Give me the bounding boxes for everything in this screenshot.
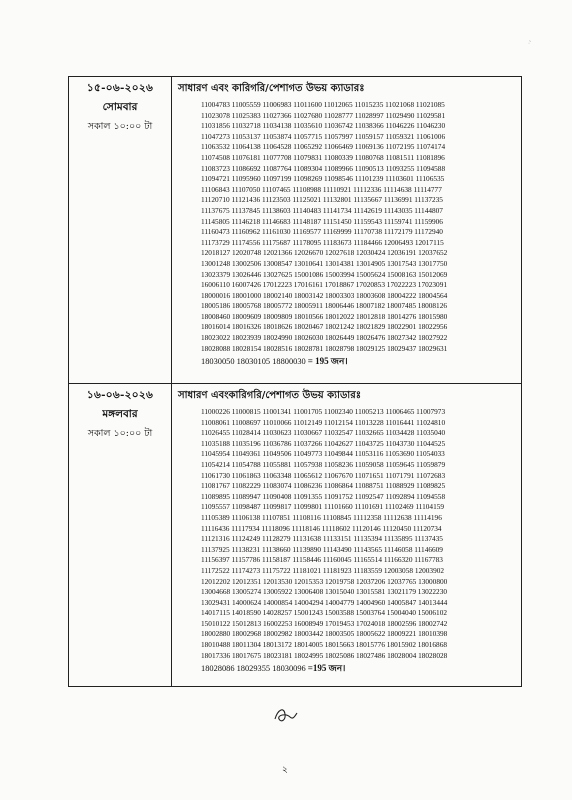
id-row: 11047273 11053137 11053874 11057715 11057997 11059157 11059321 11061006 (201, 131, 446, 141)
id-row: 18002880 18002968 18002982 18003442 18003505 18005622 18009221 18010398 (201, 629, 448, 639)
schedule-day: সোমবার (102, 101, 138, 113)
id-row: 11074508 11076181 11077708 11079831 11080339 11080768 11081511 11081896 (201, 152, 445, 162)
id-row: 13023379 13026446 13027625 15001086 15003994 15005624 15008163 15012069 (201, 269, 448, 279)
id-row: 16006110 16007426 17012223 17016161 17018867 17020853 17022223 17023091 (201, 280, 447, 290)
id-row: 11173729 11174556 11175687 11178095 11183673 11184466 12006493 12017115 (201, 237, 444, 247)
id-row: 11061730 11061863 11063348 11065612 11067670 11071651 11071791 11072683 (201, 470, 446, 480)
id-row: 18005186 18005768 18005772 18005911 18006446 18007182 18007485 18008126 (201, 301, 447, 311)
page-number: ২ (282, 765, 288, 775)
id-row: 13001248 13002506 13008547 13010641 13014381 13014905 13017543 13017750 (201, 258, 448, 268)
id-row: 11081767 11082229 11083074 11086236 11086864 11088751 11088929 11089825 (201, 481, 446, 491)
schedule-day: মঙ্গলবার (102, 408, 138, 420)
id-row: 11023078 11025383 11027366 11027680 11028777 11028997 11029490 11029581 (201, 110, 446, 120)
id-row: 11116436 11117934 11118096 11118146 11118602 11120146 11120450 11120734 (201, 523, 442, 533)
registration-id-list (201, 407, 521, 661)
schedule-time: সকাল ১০:০০ টা (87, 121, 153, 132)
id-row: 11045954 11049361 11049506 11049773 11049844 11053116 11053690 11054033 (201, 449, 445, 459)
id-row: 18017336 18017675 18023181 18024995 18025086 18027486 18028004 18028028 (201, 650, 448, 660)
id-row: 11095557 11098487 11099817 11099801 11101660 11101691 11102469 11104159 (201, 502, 445, 512)
id-row: 11121316 11124249 11128279 11131638 11133151 11135394 11135895 11137435 (201, 534, 443, 544)
date-cell-1 (69, 77, 172, 384)
id-row: 18023022 18023939 18024990 18026030 18026449 18026476 18027342 18027922 (201, 333, 448, 343)
id-row: 15010122 15012813 16002253 16008949 17019453 17024018 18002596 18002742 (201, 618, 448, 628)
candidate-total: = 195 জন। (307, 356, 348, 367)
id-row: 18028088 18028154 18028516 18028781 18028798 18029125 18029437 18029631 (201, 343, 448, 353)
registration-id-list (201, 100, 521, 354)
id-row: 11160473 11160962 11161030 11169577 11169999 11170738 11172179 11172940 (201, 227, 443, 237)
id-row: 13029431 14000624 14000854 14004294 14004779 14004960 14005847 14013444 (201, 597, 448, 607)
id-row: 18000016 18001000 18002140 18003142 18003303 18003608 18004222 18004564 (201, 290, 448, 300)
candidate-list-cell-1 (172, 77, 522, 384)
id-row: 11156397 11157786 11158187 11158446 11160045 11165514 11166320 11167783 (201, 555, 443, 565)
id-row: 11004783 11005559 11006983 11011600 11012065 11015235 11021068 11021085 (201, 100, 445, 109)
id-row: 11026455 11028414 11030623 11030667 11032547 11032665 11034428 11035040 (201, 428, 446, 438)
date-cell-2 (69, 384, 172, 687)
corner-mark: ·͂ (528, 40, 530, 47)
id-row: 11172522 11174273 11175722 11181021 11181923 11183559 12003058 12003902 (201, 565, 445, 575)
id-row: 11031856 11032718 11034138 11035610 11036742 11038366 11046226 11046230 (201, 121, 446, 131)
id-row: 11106843 11107050 11107465 11108988 11110921 11112336 11114638 11114777 (201, 184, 442, 194)
final-id-line (201, 662, 521, 675)
signature-mark (272, 705, 300, 727)
id-row: 11008061 11008697 11010066 11012149 11012154 11013228 11016441 11024810 (201, 417, 446, 427)
id-row: 18008460 18009609 18009809 18010566 18012022 18012818 18014276 18015980 (201, 311, 448, 321)
exam-schedule-table (68, 76, 522, 687)
id-row: 11054214 11054788 11055881 11057938 11058236 11059058 11059645 11059879 (201, 459, 446, 469)
id-row: 11083723 11086692 11087764 11089304 11089966 11090513 11093255 11094588 (201, 163, 446, 173)
candidate-total: =195 জন। (307, 663, 346, 674)
final-id-line (201, 355, 521, 368)
id-row: 11094721 11095960 11097199 11098269 11098546 11101239 11103601 11106535 (201, 174, 445, 184)
id-row: 11105389 11106138 11107851 11108116 11108845 11112358 11112638 11114196 (201, 512, 442, 522)
cadre-heading: সাধারণ এবং কারিগরি/পেশাগত উভয় ক্যাডারঃ (178, 83, 365, 94)
id-row: 12018127 12020748 12021366 12026670 12027618 12030424 12036191 12037652 (201, 248, 448, 258)
id-row: 11063532 11064138 11064528 11065292 11066469 11069136 11072195 11074174 (201, 142, 446, 152)
schedule-date: ১৫-০৬-২০২৬ (86, 82, 154, 94)
id-row: 13004668 13005274 13005922 13006408 13015040 13015581 13021179 13022230 (201, 587, 447, 597)
id-row: 11089895 11089947 11090408 11091355 11091752 11092547 11092894 11094558 (201, 491, 446, 501)
cadre-heading: সাধারণ এবংকারিগরি/পেশাগত উভয় ক্যাডারঃ (178, 390, 362, 401)
id-row: 11137925 11138231 11138660 11139890 11143490 11143565 11146058 11146609 (201, 544, 443, 554)
id-row: 11000226 11000815 11001341 11001705 11002340 11005213 11006465 11007973 (201, 407, 446, 416)
id-row: 14017115 14018590 14028257 15001243 15003588 15003764 15004040 15006102 (201, 608, 447, 618)
schedule-row-1 (69, 77, 522, 384)
id-row: 11035188 11035196 11036786 11037266 11042627 11043725 11043730 11044525 (201, 438, 446, 448)
candidate-list-cell-2 (172, 384, 522, 687)
id-row: 11120710 11121436 11123503 11125021 11132801 11135667 11136991 11137235 (201, 195, 443, 205)
id-row: 18010488 18011304 18013172 18014005 18015663 18015776 18015902 18016868 (201, 640, 447, 650)
final-ids: 18030050 18030105 18800030 (201, 357, 306, 367)
final-ids: 18028086 18029355 18030096 (201, 664, 306, 674)
schedule-time: সকাল ১০:০০ টা (87, 428, 153, 439)
id-row: 18016014 18016326 18018626 18020467 18021242 18021829 18022901 18022956 (201, 322, 448, 332)
id-row: 12012202 12012351 12013530 12015353 12019758 12037206 12037765 13000800 (201, 576, 448, 586)
id-row: 11137675 11137845 11138603 11140483 11141734 11142619 11143035 11144807 (201, 205, 443, 215)
schedule-date: ১৬-০৬-২০২৬ (86, 389, 154, 401)
id-row: 11145805 11146218 11146683 11148187 11151450 11159543 11159741 11159906 (201, 216, 443, 226)
schedule-row-2 (69, 384, 522, 687)
